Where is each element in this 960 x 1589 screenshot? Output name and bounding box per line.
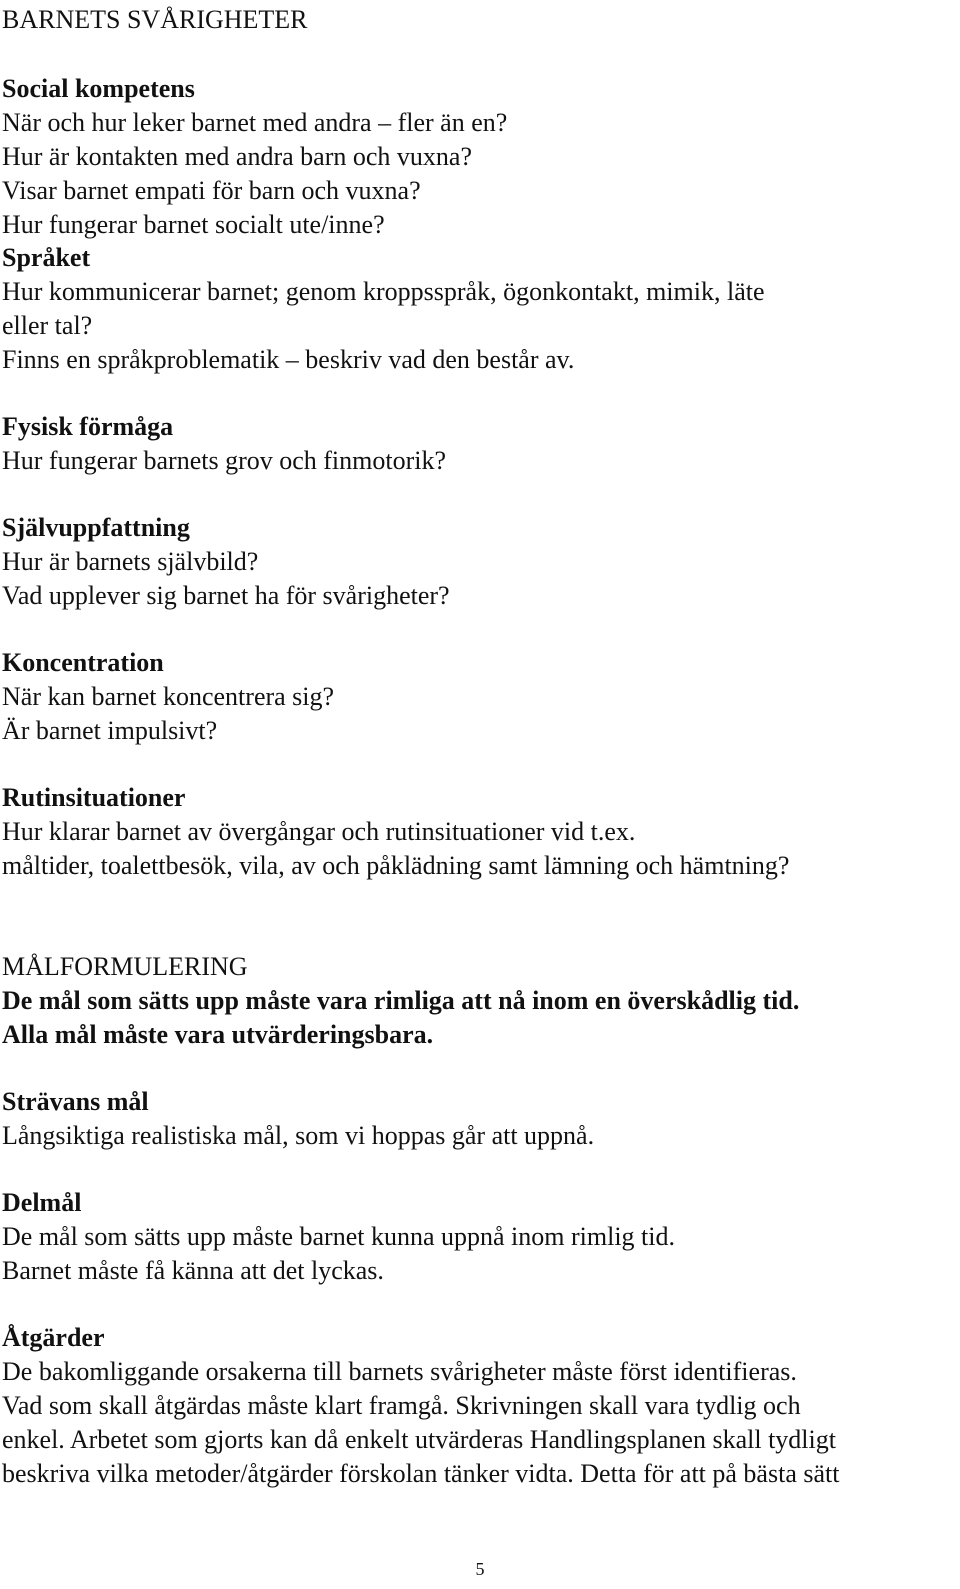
subheading-social-kompetens: Social kompetens xyxy=(2,74,195,103)
text-line: Hur är barnets självbild? xyxy=(2,547,259,576)
subheading-atgarder: Åtgärder xyxy=(2,1323,105,1352)
subheading-spraket: Språket xyxy=(2,243,91,272)
subheading-fysisk-formaga: Fysisk förmåga xyxy=(2,412,174,441)
text-line: Hur är kontakten med andra barn och vuxna? xyxy=(2,142,472,171)
subheading-rutinsituationer: Rutinsituationer xyxy=(2,783,186,812)
bold-text-line: Alla mål måste vara utvärderingsbara. xyxy=(2,1020,434,1049)
text-line: Hur fungerar barnet socialt ute/inne? xyxy=(2,210,385,239)
section-heading-malformulering: MÅLFORMULERING xyxy=(2,952,248,981)
text-line: Visar barnet empati för barn och vuxna? xyxy=(2,176,421,205)
text-line: enkel. Arbetet som gjorts kan då enkelt utvärderas Handlingsplanen skall tydligt xyxy=(2,1425,836,1454)
text-line: beskriva vilka metoder/åtgärder förskolan tänker vidta. Detta för att på bästa sätt xyxy=(2,1459,840,1488)
text-line: Vad upplever sig barnet ha för svårigheter? xyxy=(2,581,450,610)
text-line: De mål som sätts upp måste barnet kunna uppnå inom rimlig tid. xyxy=(2,1222,676,1251)
subheading-delmal: Delmål xyxy=(2,1188,82,1217)
text-line: När och hur leker barnet med andra – fler än en? xyxy=(2,108,508,137)
bold-text-line: De mål som sätts upp måste vara rimliga att nå inom en överskådlig tid. xyxy=(2,986,800,1015)
text-line: Finns en språkproblematik – beskriv vad den består av. xyxy=(2,345,575,374)
text-line: Barnet måste få känna att det lyckas. xyxy=(2,1256,384,1285)
text-line: Är barnet impulsivt? xyxy=(2,716,218,745)
text-line: Hur kommunicerar barnet; genom kroppsspråk, ögonkontakt, mimik, läte xyxy=(2,277,765,306)
text-line: måltider, toalettbesök, vila, av och påklädning samt lämning och hämtning? xyxy=(2,851,790,880)
subheading-stravans-mal: Strävans mål xyxy=(2,1087,149,1116)
page-number: 5 xyxy=(475,1559,485,1579)
section-heading-barnets-svarigheter: BARNETS SVÅRIGHETER xyxy=(2,5,308,34)
text-line: Hur fungerar barnets grov och finmotorik? xyxy=(2,446,447,475)
text-line: De bakomliggande orsakerna till barnets svårigheter måste först identifieras. xyxy=(2,1357,797,1386)
text-line: Hur klarar barnet av övergångar och rutinsituationer vid t.ex. xyxy=(2,817,636,846)
subheading-koncentration: Koncentration xyxy=(2,648,164,677)
text-line: När kan barnet koncentrera sig? xyxy=(2,682,335,711)
subheading-sjalvuppfattning: Självuppfattning xyxy=(2,513,190,542)
text-line: Vad som skall åtgärdas måste klart framgå. Skrivningen skall vara tydlig och xyxy=(2,1391,801,1420)
text-line: Långsiktiga realistiska mål, som vi hoppas går att uppnå. xyxy=(2,1121,595,1150)
text-line: eller tal? xyxy=(2,311,93,340)
